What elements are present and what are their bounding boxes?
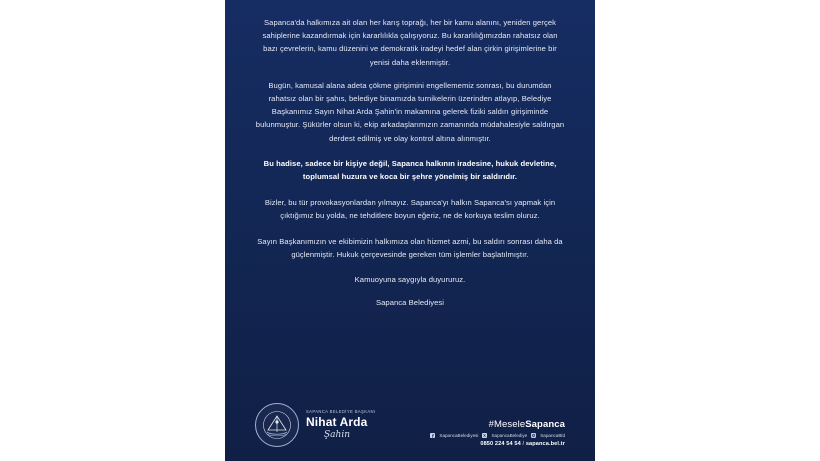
paragraph-2: Bugün, kamusal alana adeta çökme girişimini engellememiz sonrası, bu durumdan rahatsız olan bir şahıs, belediye binamızda turnikelerin üzerinden atlayıp, Belediye Başkanımız Sayın Nihat Arda Şahin'in makamına gelerek fiziki saldırı girişiminde bulunmuştur. Şükürler olsun ki, ekip arkadaşlarımızın zamanında müdahalesiyle saldırgan derdest edilmiş ve olay kontrol altına alınmıştır. <box>255 80 565 143</box>
x-twitter-icon <box>482 433 487 438</box>
phone-number[interactable]: 0850 224 54 54 <box>480 441 521 447</box>
instagram-handle[interactable]: SapancaBld <box>540 433 565 438</box>
signature-line: Sapanca Belediyesi <box>375 298 445 308</box>
mayor-name-block <box>306 410 376 440</box>
brand-kicker: SAPANCA BELEDİYE BAŞKANI <box>306 409 376 415</box>
facebook-icon <box>430 433 435 438</box>
hashtag-light-part: #Mesele <box>488 419 526 430</box>
website-url[interactable]: sapanca.bel.tr <box>525 441 565 447</box>
x-handle[interactable]: SapancaBelediye <box>491 433 528 438</box>
paragraph-1: Sapanca'da halkımıza ait olan her karış toprağı, her bir kamu alanını, yeniden gerçek sahiplerine kazandırmak için kararlılıkla çalışıyoruz. Bu kararlılığımızdan rahatsız olan bazı çevrelerin, kamu düzenini ve demokratik iradeyi hedef alan çirkin girişimlerine bir yenisi daha eklenmiştir. <box>262 18 558 67</box>
mayor-surname-signature: Şahin <box>324 429 351 440</box>
hashtag-heavy-part: Sapanca <box>525 419 565 430</box>
contact-separator: / <box>522 441 525 447</box>
mayor-brand-block <box>255 403 376 447</box>
paragraph-5: Sayın Başkanımızın ve ekibimizin halkımıza olan hizmet azmi, bu saldırı sonrası daha da güçlenmiştir. Hukuk çerçevesinde gereken tüm işlemler başlatılmıştır. <box>257 236 563 259</box>
mayor-name: Nihat Arda <box>306 415 368 430</box>
announcement-body <box>255 16 565 309</box>
paragraph-6: Kamuoyuna saygıyla duyururuz. <box>354 275 466 285</box>
paragraph-3-highlight: Bu hadise, sadece bir kişiye değil, Sapanca halkının iradesine, hukuk devletine, toplumsal huzura ve koca bir şehre yönelmiş bir saldırıdır. <box>263 158 557 182</box>
facebook-handle[interactable]: SapancaBelediyesi <box>439 433 479 438</box>
instagram-icon <box>531 433 536 438</box>
social-block <box>430 419 565 447</box>
sapanca-municipality-seal-icon <box>255 403 299 447</box>
contact-line <box>480 441 565 447</box>
announcement-poster <box>225 0 595 461</box>
social-handles <box>430 433 565 438</box>
poster-footer <box>255 403 565 461</box>
campaign-hashtag <box>489 419 565 430</box>
paragraph-4: Bizler, bu tür provokasyonlardan yılmayız. Sapanca'yı halkın Sapanca'sı yapmak için çıktığımız bu yolda, ne tehditlere boyun eğeriz, ne de korkuya teslim oluruz. <box>264 198 556 221</box>
